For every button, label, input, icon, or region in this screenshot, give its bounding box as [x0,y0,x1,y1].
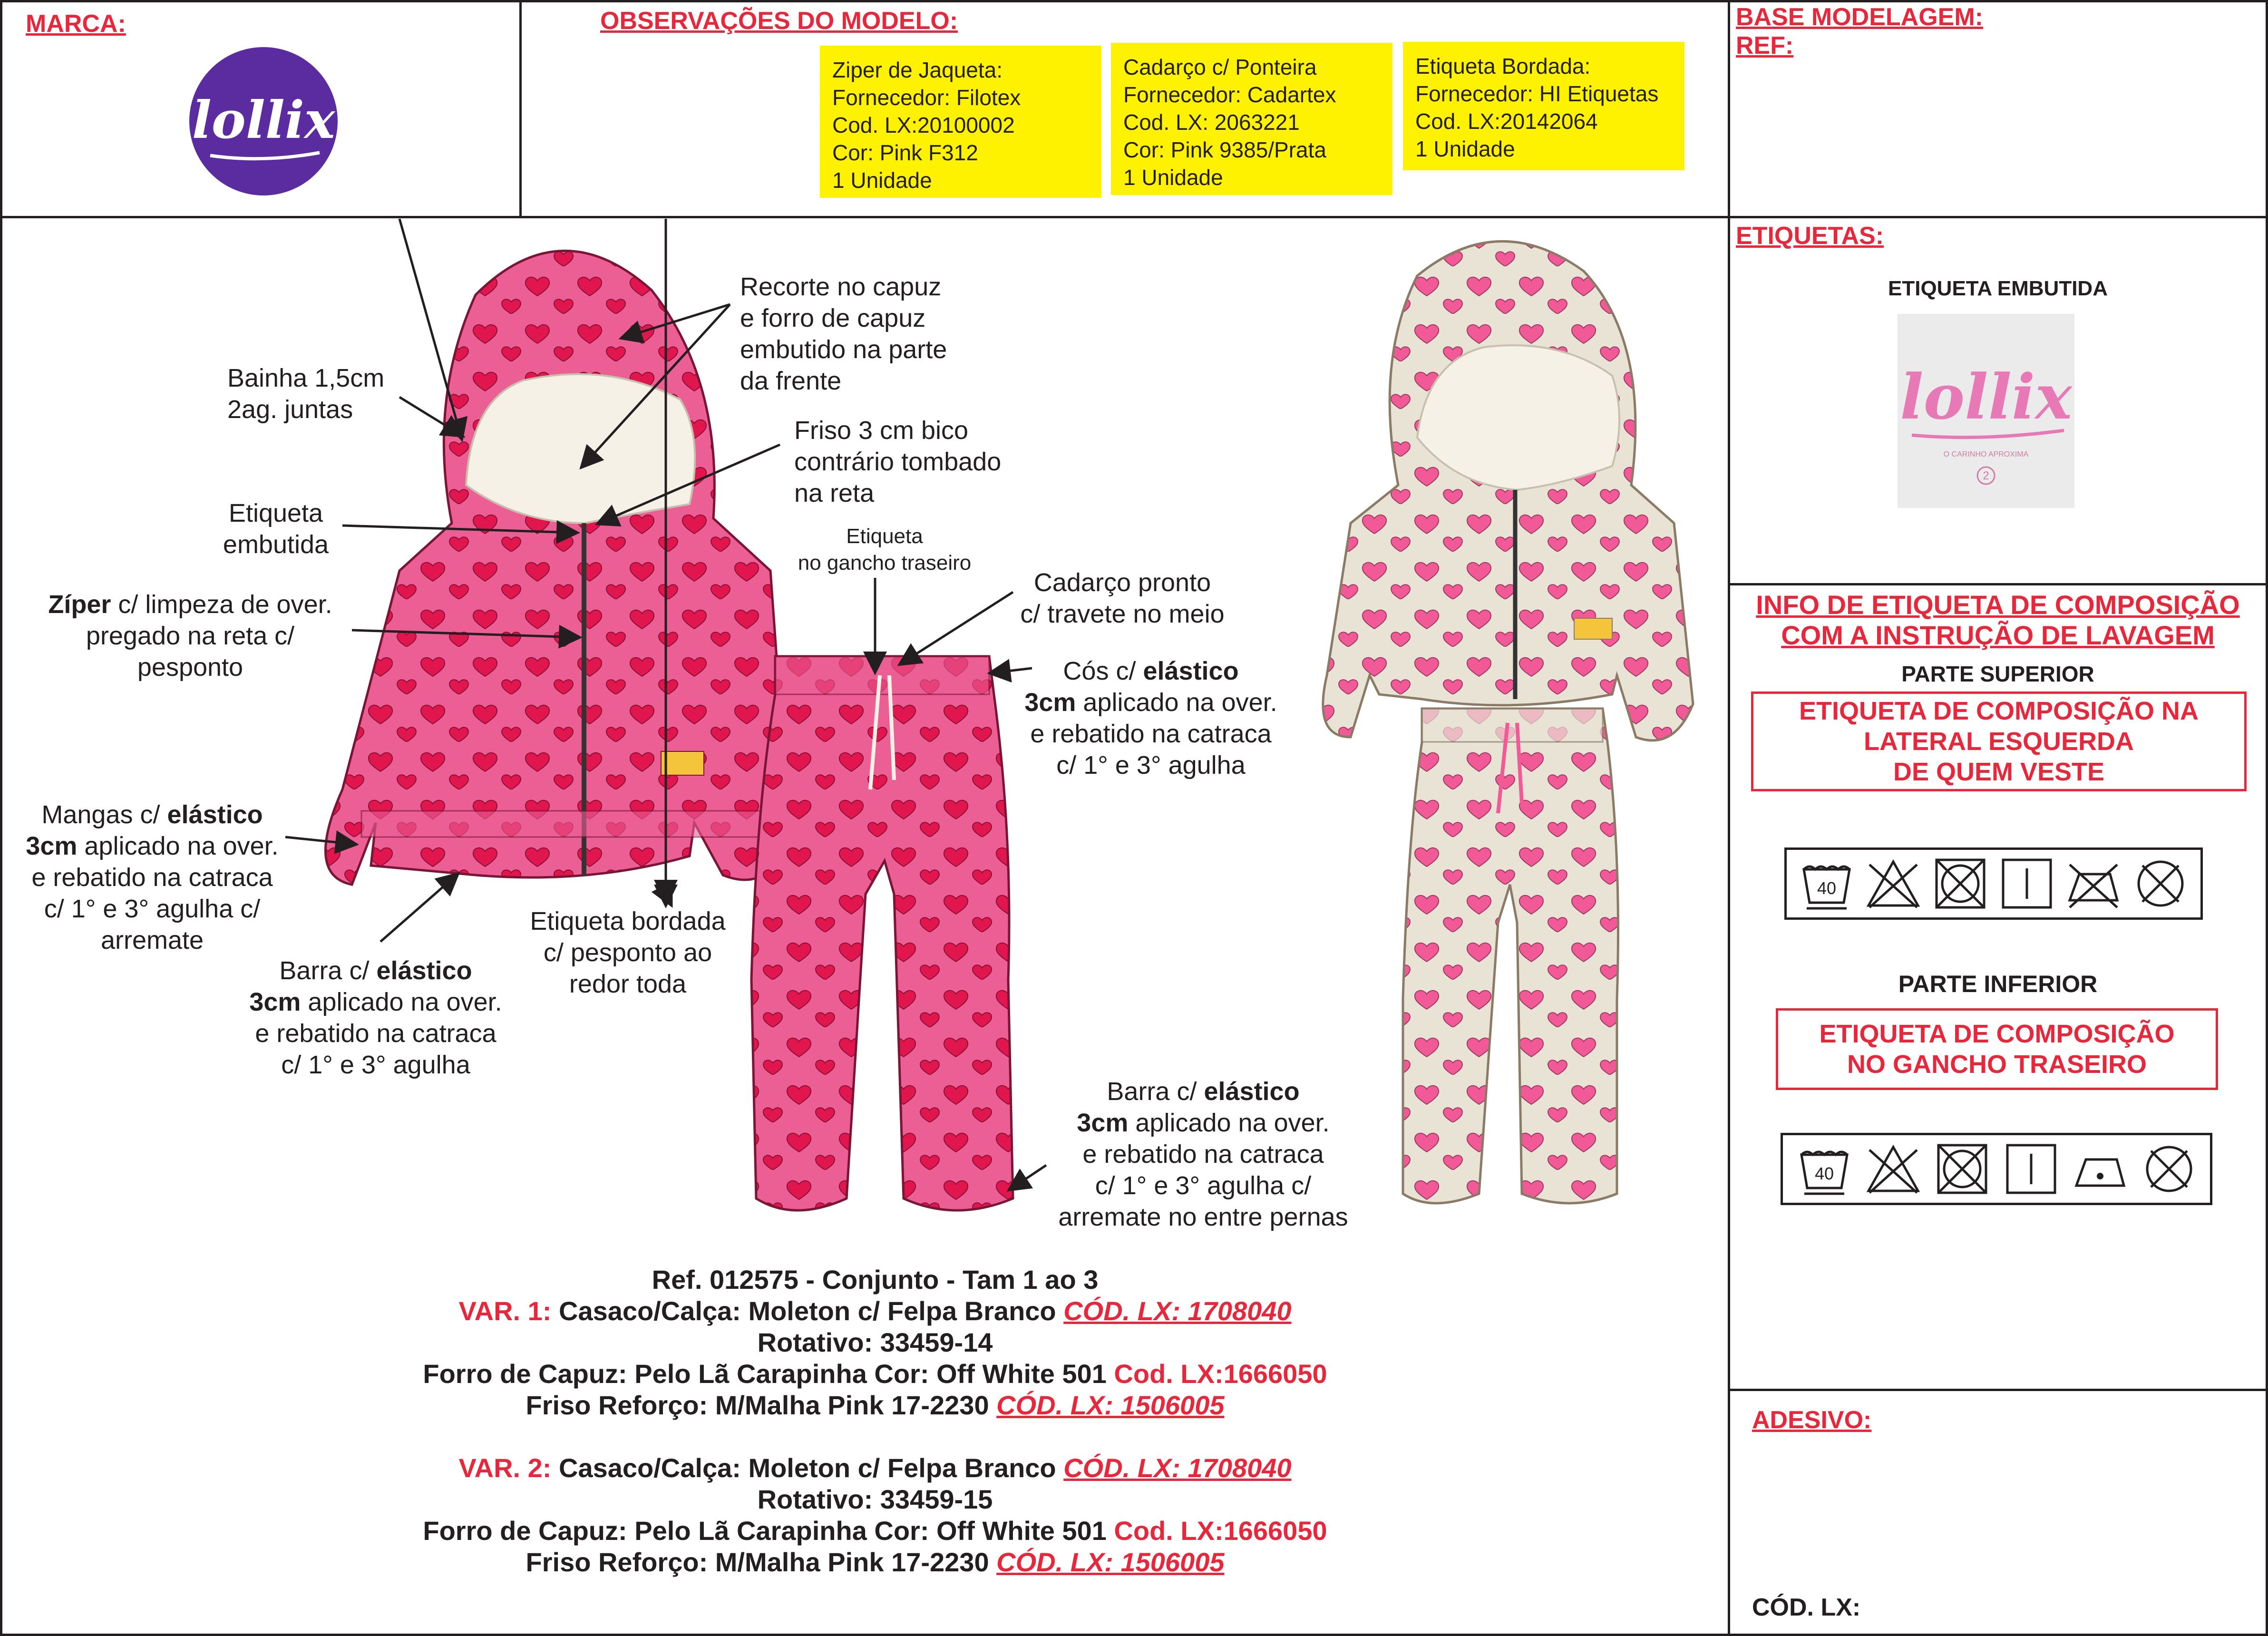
mangas-callout: Mangas c/ elástico 3cm aplicado na over. e rebatido na catraca c/ 1° e 3° agulha c/ arremate [26,800,279,954]
wash-40-icon [1796,1140,1853,1198]
barra-calca-callout: Barra c/ elástico 3cm aplicado na over. e rebatido na catraca c/ 1° e 3° agulha c/ arremate no entre pernas [1058,1077,1348,1231]
barra-casaco-callout: Barra c/ elástico 3cm aplicado na over. e rebatido na catraca c/ 1° e 3° agulha [249,956,502,1079]
no-iron-icon [2065,855,2122,912]
svg-text:40: 40 [1817,878,1837,898]
woven-label-image [1898,314,2074,508]
pink-pants [751,656,1013,1210]
brand-logo [177,45,350,219]
svg-text:2: 2 [1983,469,1989,482]
no-tumble-dry-icon [1932,855,1989,912]
spec-block: Ref. 012575 - Conjunto - Tam 1 ao 3 VAR. 1: Casaco/Calça: Moleton c/ Felpa Branco CÓD. LX: 1708040 Rotativo: 33459-14 Forro de Capuz: Pelo Lã Carapinha Cor: Off White 501 Cod. LX:1666050 Friso Reforço: M/Malha Pink 17-2230 CÓD. LX: 1506005 VAR. 2: Casaco/Calça: Moleton c/ Felpa Branco CÓD. LX: 1708040 Rotativo: 33459-15 Forro de Capuz: Pelo Lã Carapinha Cor: Off White 501 Cod. LX:1666050 Friso Reforço: M/Malha Pink 17-2230 CÓD. LX: 1506005 [423,1265,1327,1577]
parte-inferior-label: PARTE INFERIOR [1898,971,2098,997]
svg-text:40: 40 [1814,1164,1834,1183]
cream-pants [1403,709,1618,1203]
wash-symbols-inferior [1781,1133,2212,1205]
etiqueta-embutida-callout: Etiqueta embutida [223,499,329,559]
etiquetas-label: ETIQUETAS: [1736,222,1884,250]
base-modelagem-label: BASE MODELAGEM: [1736,3,1983,31]
iron-low-icon [2072,1140,2129,1198]
no-tumble-dry-icon [1934,1140,1991,1198]
no-dry-clean-icon [2132,855,2189,912]
etiqueta-embutida-label: ETIQUETA EMBUTIDA [1888,277,2108,300]
embroidered-label-note: Etiqueta Bordada: Fornecedor: HI Etiquetas Cod. LX:20142064 1 Unidade [1403,42,1684,170]
cos-callout: Cós c/ elástico 3cm aplicado na over. e rebatido na catraca c/ 1° e 3° agulha [1024,657,1277,779]
no-bleach-icon [1865,1140,1922,1198]
etiquetas-divider [1728,583,2268,585]
line-dry-icon [2003,1140,2060,1198]
line-dry-icon [1998,855,2055,912]
inferior-composition-box: ETIQUETA DE COMPOSIÇÃO NO GANCHO TRASEIRO [1776,1008,2218,1090]
pink-jacket [325,251,789,885]
right-header-divider [1728,216,2268,218]
zipper-note: Ziper de Jaqueta: Fornecedor: Filotex Cod. LX:20100002 Cor: Pink F312 1 Unidade [820,46,1101,198]
cream-jacket [1323,241,1693,740]
logo-text: lollix [192,90,335,150]
wash-symbols-superior [1784,847,2203,920]
etiqueta-bordada-callout: Etiqueta bordada c/ pesponto ao redor toda [530,907,726,998]
obs-label: OBSERVAÇÕES DO MODELO: [600,7,958,35]
svg-text:O CARINHO APROXIMA: O CARINHO APROXIMA [1943,450,2029,458]
friso-callout: Friso 3 cm bico contrário tombado na reta [794,416,1002,507]
recorte-callout: Recorte no capuz e forro de capuz embutido na parte da frente [740,273,947,395]
marca-divider [519,0,522,216]
info-composicao-heading: INFO DE ETIQUETA DE COMPOSIÇÃO COM A INSTRUÇÃO DE LAVAGEM [1756,590,2240,650]
superior-composition-box: ETIQUETA DE COMPOSIÇÃO NA LATERAL ESQUERDA DE QUEM VESTE [1751,691,2247,791]
ref-label: REF: [1736,32,1794,59]
ziper-callout: Zíper c/ limpeza de over. pregado na reta c/ pesponto [48,590,332,682]
marca-label: MARCA: [26,10,126,38]
adesivo-divider [1728,1389,2268,1391]
cod-lx-label: CÓD. LX: [1752,1594,1861,1621]
cadarco-callout: Cadarço pronto c/ travete no meio [1020,568,1225,628]
parte-superior-label: PARTE SUPERIOR [1901,662,2094,686]
svg-text:lollix: lollix [1900,360,2072,433]
drawstring-note: Cadarço c/ Ponteira Fornecedor: Cadartex Cod. LX: 2063221 Cor: Pink 9385/Prata 1 Unidade [1111,43,1392,195]
no-bleach-icon [1865,855,1922,912]
bainha-callout: Bainha 1,5cm 2ag. juntas [227,364,385,424]
no-dry-clean-icon [2141,1140,2198,1198]
adesivo-label: ADESIVO: [1752,1406,1872,1434]
etiqueta-gancho-callout: Etiqueta no gancho traseiro [798,525,972,575]
wash-40-icon [1798,855,1855,912]
